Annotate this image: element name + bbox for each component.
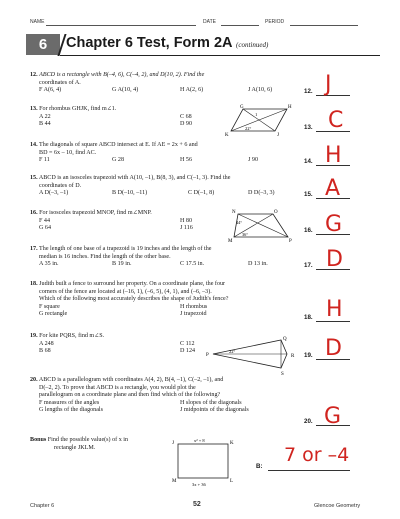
question-text-line: ABCD is an isosceles trapezoid with A(10, –1), B(8, 3), and C(–1, 3). Find the [38,175,231,181]
bonus-text-line: Find the possible value(s) of x in [47,437,129,443]
angle-label: 44° [236,220,243,225]
answer-label-15: 15. [304,191,313,198]
option-f[interactable]: F 11 [39,157,50,164]
handwritten-answer-14: H [325,143,342,168]
option-f[interactable]: F measures of the angles [39,399,100,406]
question-text-line: parallelogram on a coordinate plane and then find which of the following? [39,392,221,399]
vertex-label: K [225,133,229,137]
handwritten-answer-19: D [325,336,342,361]
vertex-label: R [291,354,295,359]
option-a[interactable]: A 35 in. [39,261,59,268]
option-j[interactable]: J 90 [248,157,258,164]
question-number: 18. [30,281,38,287]
question-text-line: BD = 6x – 10, find AC. [39,149,97,156]
vertex-label: L [230,479,234,484]
question-12 [30,72,320,95]
option-c[interactable]: C 17.5 in. [180,261,205,268]
period-line[interactable] [290,25,358,26]
date-line[interactable] [221,25,259,26]
title-text: Chapter 6 Test, Form 2A [66,35,232,51]
vertex-label: M [228,239,233,243]
question-number: 20. [30,377,38,383]
footer-book-title: Glencoe Geometry [314,503,361,509]
option-h[interactable]: H 56 [180,157,193,164]
option-d[interactable]: D D(–3, 3) [248,190,275,197]
option-h[interactable]: H 80 [180,217,193,224]
option-b[interactable]: B 68 [39,348,51,355]
option-j[interactable]: J A(10, 6) [248,87,273,94]
option-h[interactable]: H slopes of the diagonals [180,399,242,406]
option-d[interactable]: D 90 [180,121,193,128]
answer-label-20: 20. [304,418,313,425]
handwritten-answer-18: H [326,297,343,322]
option-g[interactable]: G A(10, 4) [112,87,139,94]
answer-label-13: 13. [304,124,313,131]
handwritten-answer-16: G [325,212,343,237]
answer-label-17: 17. [304,262,313,269]
name-label: NAME [30,19,45,25]
option-f[interactable]: F square [39,303,60,310]
footer-chapter: Chapter 6 [30,503,55,509]
title-subtitle: (continued) [236,41,269,49]
question-number: 14. [30,142,38,148]
option-h[interactable]: H rhombus [180,303,208,310]
answer-label-14: 14. [304,158,313,165]
kite-pqrs-figure [203,334,303,376]
answer-label-19: 19. [304,352,313,359]
vertex-label: O [274,210,278,215]
question-text-line: The length of one base of a trapezoid is 19 inches and the length of the [39,246,212,252]
answer-line-12[interactable] [316,95,350,96]
angle-label: 22° [229,349,236,354]
question-number: 13. [30,106,38,112]
question-number: 17. [30,246,38,252]
vertex-label: K [230,441,234,446]
option-j[interactable]: J trapezoid [180,311,207,318]
bonus-text-line: rectangle JKLM. [54,444,96,451]
option-d[interactable]: D 124 [180,348,196,355]
vertex-label: P [289,239,292,243]
question-text-line: For rhombus GHJK, find m∠1. [39,106,117,112]
vertex-label: J [277,133,279,137]
angle-label: 22° [245,126,252,131]
angle-label: 36° [242,232,249,237]
option-a[interactable]: A 22 [39,113,51,120]
name-line[interactable] [46,25,196,26]
vertex-label: G [240,105,244,110]
option-j[interactable]: J midpoints of the diagonals [180,407,249,414]
handwritten-answer-17: D [326,247,343,272]
page-title [66,35,268,51]
option-a[interactable]: A D(–3, –1) [39,190,69,197]
question-text-line: ABCD is a parallelogram with coordinates A(4, 2), B(4, –1), C(–2, –1), and [38,377,224,383]
answer-label-16: 16. [304,227,313,234]
bonus-answer-line[interactable] [268,470,350,471]
option-g[interactable]: G rectangle [39,311,68,318]
question-text-line: median is 16 inches. Find the length of the other base. [39,253,171,260]
option-b[interactable]: B 44 [39,121,51,128]
question-text-line: coordinates of A. [39,79,81,86]
vertex-label: N [232,210,236,215]
option-d[interactable]: D 13 in. [248,261,268,268]
answer-label-12: 12. [304,88,313,95]
option-b[interactable]: B D(–10, –11) [112,190,148,197]
question-text-line: For kite PQRS, find m∠S. [39,333,105,339]
question-text-line: D(–2, 2). To prove that ABCD is a rectangle, you would plot the [39,384,196,391]
option-a[interactable]: A 248 [39,340,54,347]
question-14 [30,142,320,165]
answer-label-18: 18. [304,314,313,321]
question-15 [30,175,320,198]
option-f[interactable]: F A(6, 4) [39,87,62,94]
side-label: x² + 8 [194,438,205,443]
option-g[interactable]: G 28 [112,157,125,164]
option-f[interactable]: F 44 [39,217,51,224]
option-c[interactable]: C D(–1, 8) [188,190,215,197]
option-g[interactable]: G 64 [39,225,52,232]
option-g[interactable]: G lengths of the diagonals [39,407,103,414]
rectangle-jklm-figure [168,436,238,490]
question-text-line: coordinates of D. [39,182,82,189]
chapter-banner [26,34,380,56]
handwritten-answer-13: C [328,108,344,133]
bonus-question [30,437,180,452]
handwritten-answer-12: J [325,72,332,97]
vertex-label: P [206,353,209,358]
bonus-label: Bonus [30,437,47,443]
question-text-line: Judith built a fence to surround her property. On a coordinate plane, the four [39,281,226,287]
question-number: 19. [30,333,38,339]
trapezoid-mnop-figure [228,207,296,243]
vertex-label: M [172,479,177,484]
option-b[interactable]: B 19 in. [112,261,132,268]
chapter-number: 6 [26,34,60,55]
question-text-line: corners of the fence are located at (–16, 1), (–6, 5), (4, 1), and (–6, –3). [39,288,212,295]
option-h[interactable]: H A(2, 6) [180,87,204,94]
handwritten-answer-15: A [325,176,341,201]
handwritten-answer-20: G [324,404,342,429]
question-text-line: Which of the following most accurately describes the shape of Judith's fence? [39,296,229,303]
angle-marker: 1 [255,112,258,117]
question-text-line: For isosceles trapezoid MNOP, find m∠MNP. [39,210,152,216]
period-label: PERIOD [265,19,285,25]
page-number: 52 [193,501,201,508]
date-label: DATE [203,19,216,25]
question-number: 16. [30,210,38,216]
question-number: 12. [30,72,38,78]
vertex-label: J [172,441,174,446]
question-17 [30,246,320,269]
rhombus-ghjk-figure [225,103,300,137]
option-c[interactable]: C 112 [180,340,195,347]
vertex-label: Q [283,337,287,342]
question-20 [30,377,320,415]
option-c[interactable]: C 68 [180,113,192,120]
vertex-label: S [281,372,284,376]
banner-rule [60,55,380,56]
question-number: 15. [30,175,38,181]
bonus-answer-label: B: [256,463,263,470]
question-text-line: ABCD is a rectangle with B(–4, 6), C(–4, 2), and D(10, 2). Find the [39,72,205,78]
side-label: 3x + 36 [192,482,206,487]
option-j[interactable]: J 116 [180,225,193,232]
handwritten-bonus-answer: 7 or –4 [284,444,350,466]
vertex-label: H [288,105,292,110]
question-text-line: The diagonals of square ABCD intersect at E. If AE = 2x + 6 and [39,142,198,148]
question-18 [30,281,320,319]
